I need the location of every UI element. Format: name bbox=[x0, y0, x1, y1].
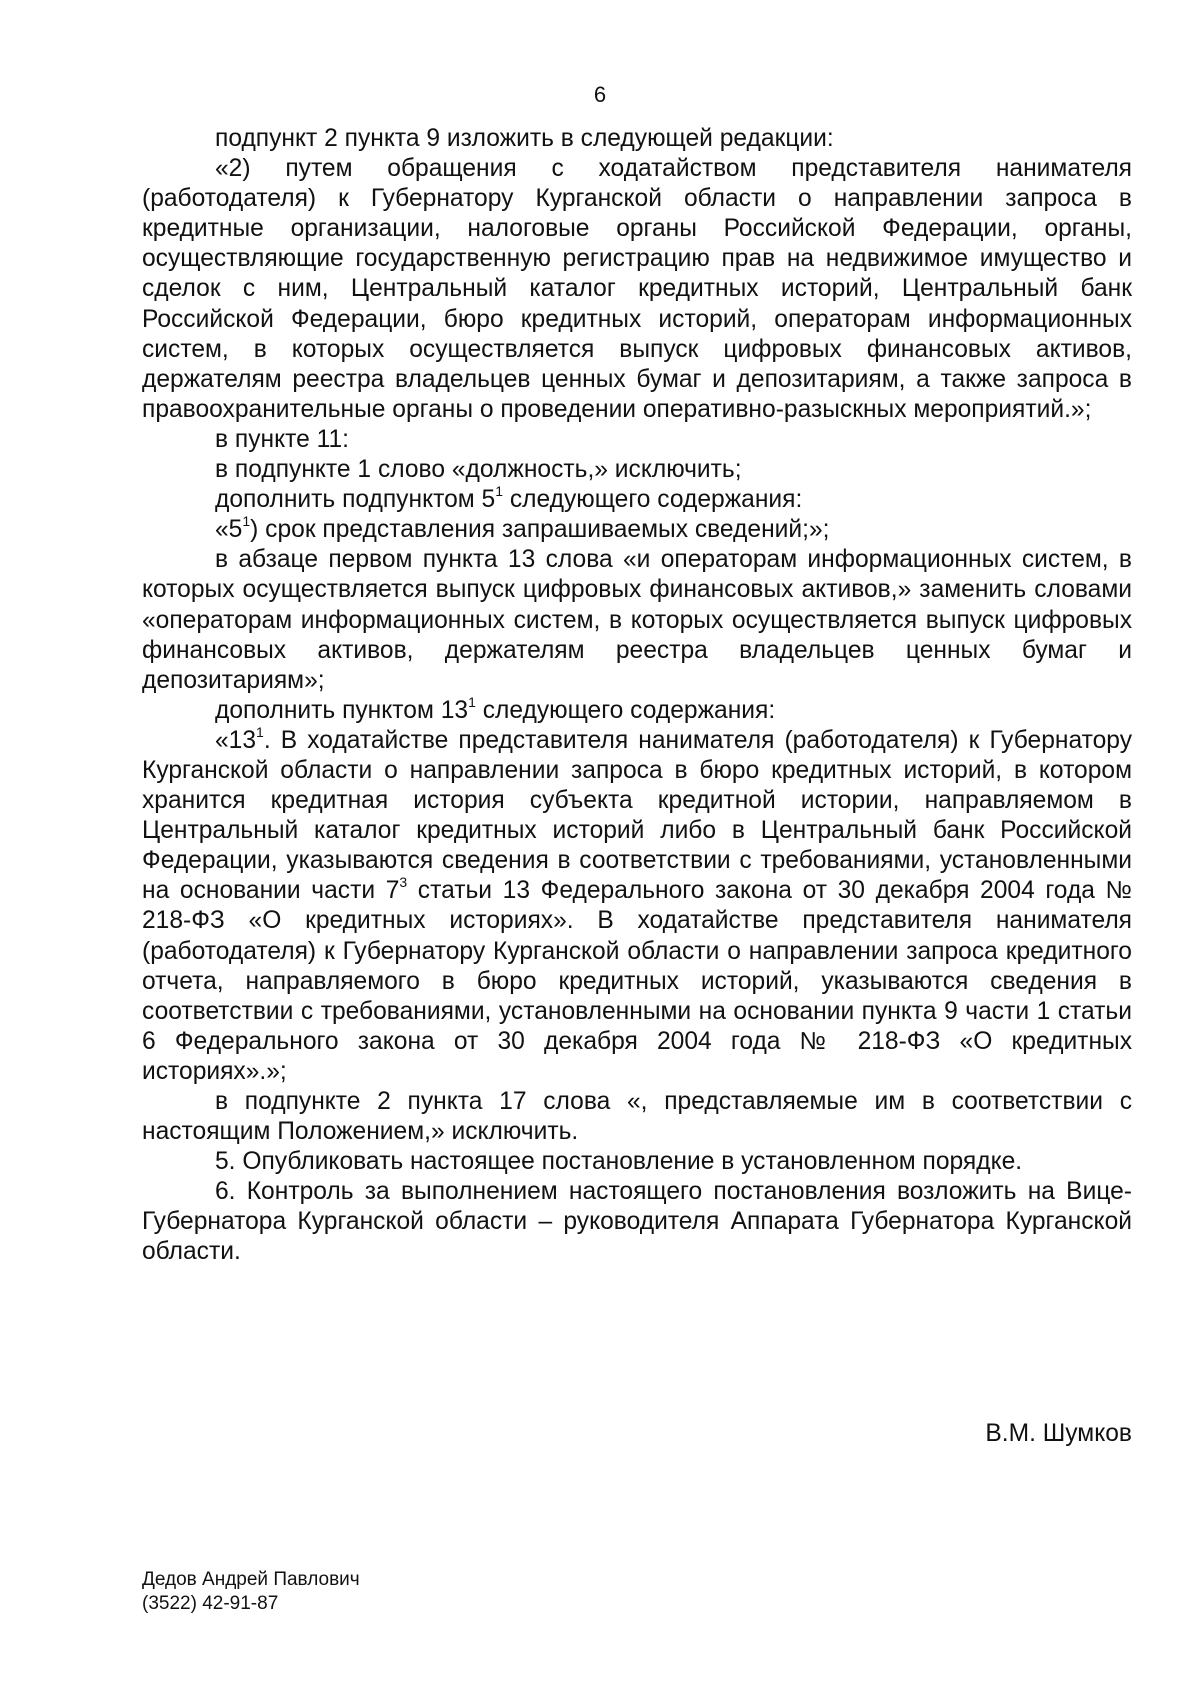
paragraph-quoted-point-13-1: «$13^1$. В ходатайстве представителя нанимателя (работодателя) к Губернатору Курганской области о направлении запроса в бюро кредитных историй, в котором хранится кредитная история субъекта кредитной истории, направляемом в Центральный каталог кредитных историй либо в Центральный банк Российской Федерации, указываются сведения в соответствии с требованиями, установленными на основании части $7^3$ статьи 13 Федерального закона от 30 декабря 2004 года № 218-ФЗ «О кредитных историях». В ходатайстве представителя нанимателя (работодателя) к Губернатору Курганской области о направлении запроса кредитного отчета, направляемого в бюро кредитных историй, указываются сведения в соответствии с требованиями, установленными на основании пункта 9 части 1 статьи 6 Федерального закона от 30 декабря 2004 года № 218-ФЗ «О кредитных историях».»; bbox=[142, 723, 1132, 1085]
paragraph-add-point-13-1: дополнить пунктом $13^1$ следующего содержания: bbox=[215, 693, 776, 724]
paragraph-item-5-publish: 5. Опубликовать настоящее постановление в установленном порядке. bbox=[215, 1148, 1023, 1176]
paragraph-subpoint-2-point-9: подпункт 2 пункта 9 изложить в следующей редакции: bbox=[215, 125, 834, 152]
signature-name: В.М. Шумков bbox=[985, 1420, 1132, 1447]
paragraph-subpoint-1-word: в подпункте 1 слово «должность,» исключить; bbox=[215, 456, 742, 484]
paragraph-point-13-replace: в абзаце первом пункта 13 слова «и операторам информационных систем, в которых осуществляется выпуск цифровых финансовых активов,» заменить словами «операторам информационных систем, в которых осуществляется выпуск цифровых финансовых активов, держателям реестра владельцев ценных бумаг и депозитариям»; bbox=[142, 546, 1132, 694]
contact-phone: (3522) 42-91-87 bbox=[142, 1593, 279, 1614]
paragraph-point-11: в пункте 11: bbox=[215, 425, 349, 453]
paragraph-quoted-subpoint-5-1: «$5^1$) срок представления запрашиваемых сведений;»; bbox=[215, 513, 830, 544]
contact-name: Дедов Андрей Павлович bbox=[142, 1569, 360, 1590]
contact-block bbox=[142, 1568, 360, 1616]
paragraph-quoted-subpoint-2: «2) путем обращения с ходатайством представителя нанимателя (работодателя) к Губернатору Курганской области о направлении запроса в кредитные организации, налоговые органы Российской Федерации, органы, осуществляющие государственную регистрацию прав на недвижимое имущество и сделок с ним, Центральный каталог кредитных историй, Центральный банк Российской Федерации, бюро кредитных историй, операторам информационных систем, в которых осуществляется выпуск цифровых финансовых активов, держателям реестра владельцев ценных бумаг и депозитариям, а также запроса в правоохранительные органы о проведении оперативно-разыскных мероприятий.»; bbox=[142, 155, 1132, 423]
page-number: 6 bbox=[593, 82, 607, 107]
document-body bbox=[142, 124, 1132, 1268]
paragraph-item-6-control: 6. Контроль за выполнением настоящего постановления возложить на Вице-Губернатора Курганской области – руководителя Аппарата Губернатора Курганской области. bbox=[142, 1178, 1132, 1266]
paragraph-subpoint-2-point-17: в подпункте 2 пункта 17 слова «, представляемые им в соответствии с настоящим Положением,» исключить. bbox=[142, 1088, 1132, 1146]
paragraph-add-subpoint-5-1: дополнить подпунктом $5^1$ следующего содержания: bbox=[215, 482, 803, 514]
